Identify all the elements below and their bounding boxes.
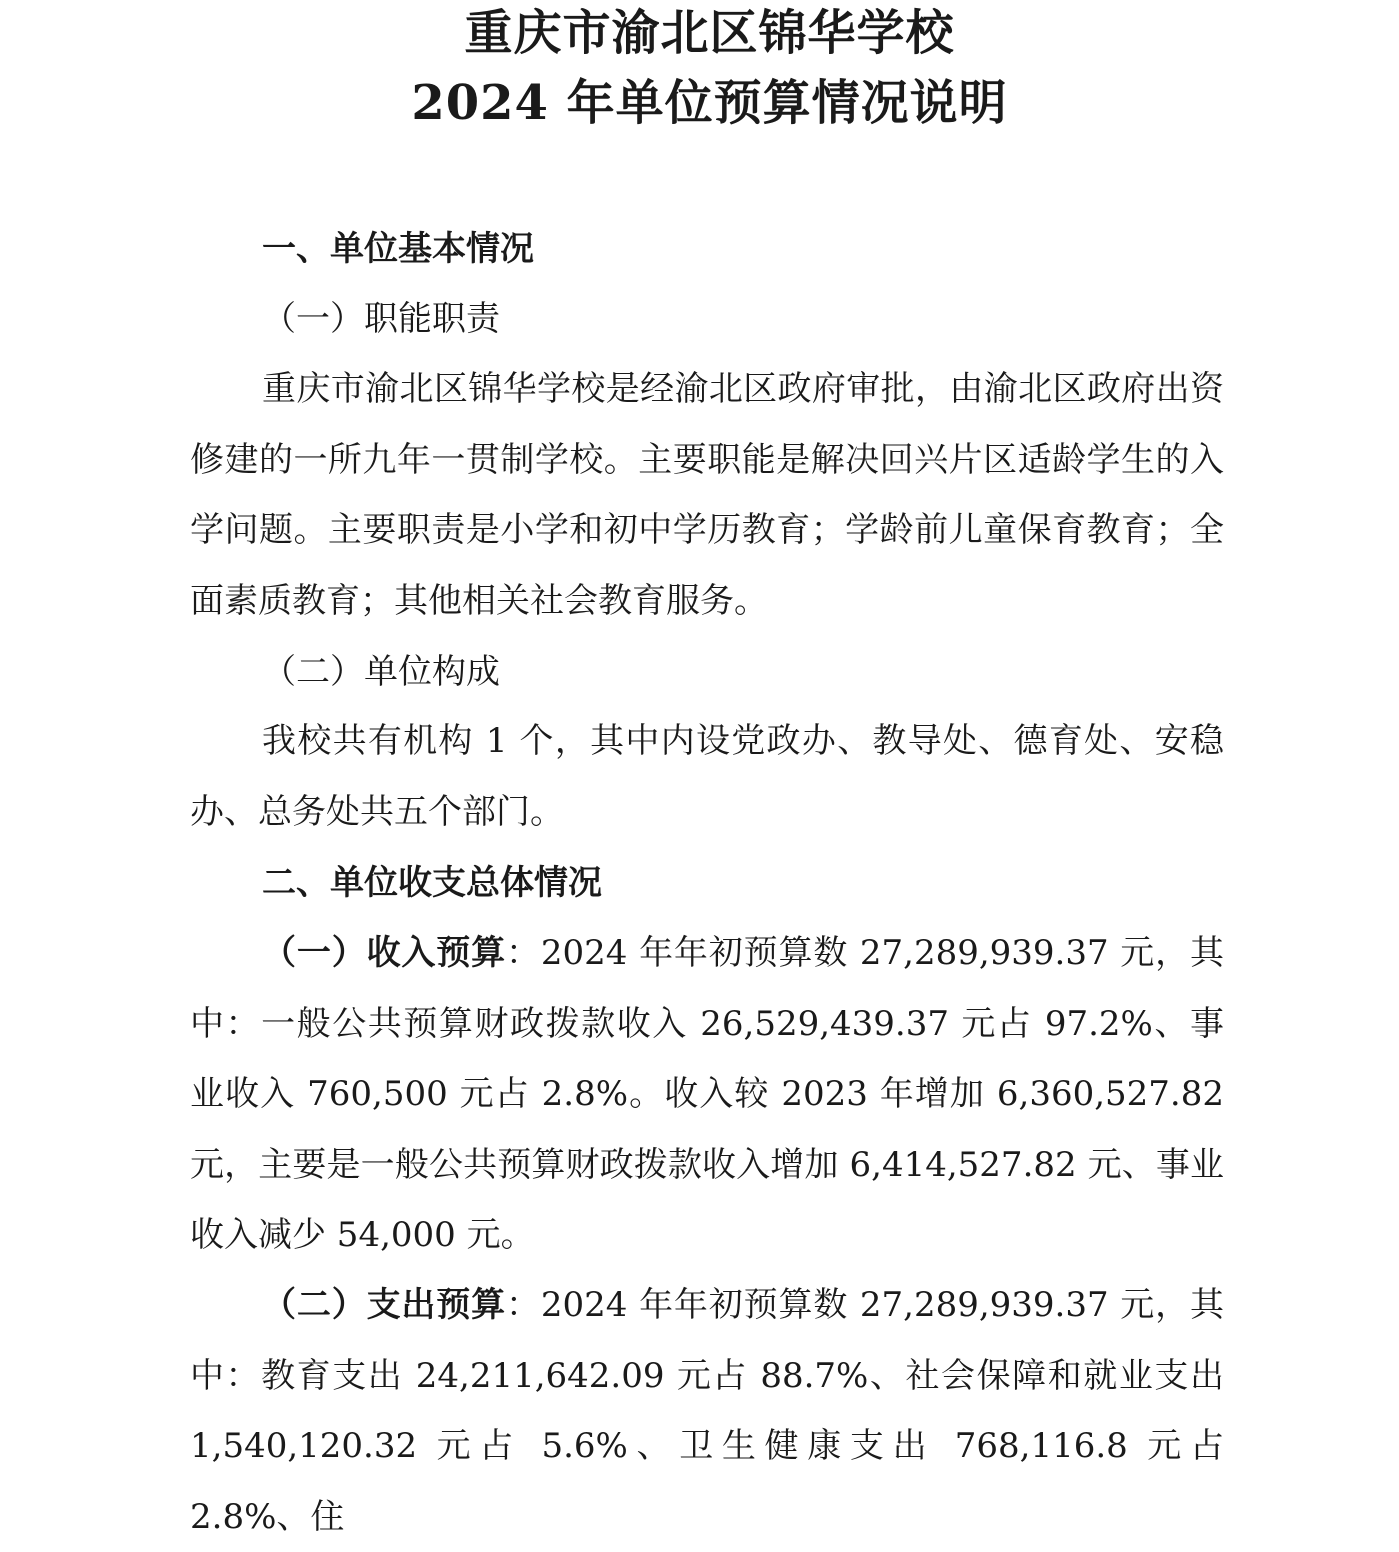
section1-sub2-body: 我校共有机构 1 个，其中内设党政办、教导处、德育处、安稳办、总务处共五个部门。: [190, 721, 1224, 832]
expenditure-lead: （二）支出预算: [262, 1285, 507, 1325]
income-lead: （一）收入预算: [262, 933, 507, 973]
section2-income-paragraph: [190, 918, 1224, 1271]
document-title-line1: 重庆市渝北区锦华学校: [464, 5, 955, 61]
section1-sub2-heading: （二）单位构成: [262, 652, 500, 692]
section1-heading: 一、单位基本情况: [262, 229, 534, 269]
expenditure-body: ：2024 年年初预算数 27,289,939.37 元，其中：教育支出 24,211,642.09 元占 88.7%、社会保障和就业支出 1,540,120.32 元占 5.6%、卫生健康支出 768,116.8 元占 2.8%、住: [190, 1285, 1224, 1537]
section1-sub1-heading: （一）职能职责: [262, 299, 500, 339]
section1-sub1-body: 重庆市渝北区锦华学校是经渝北区政府审批，由渝北区政府出资修建的一所九年一贯制学校。主要职能是解决回兴片区适龄学生的入学问题。主要职责是小学和初中学历教育；学龄前儿童保育教育；全面素质教育；其他相关社会教育服务。: [190, 369, 1224, 621]
document-title-line2: 2024 年单位预算情况说明: [411, 75, 1008, 131]
section2-heading: 二、单位收支总体情况: [262, 863, 602, 903]
income-body: ：2024 年年初预算数 27,289,939.37 元，其中：一般公共预算财政拨款收入 26,529,439.37 元占 97.2%、事业收入 760,500 元占 2.8%。收入较 2023 年增加 6,360,527.82 元，主要是一般公共预算财政拨款收入增加 6,414,527.82 元、事业收入减少 54,000 元。: [190, 933, 1224, 1255]
section2-expenditure-paragraph: [190, 1270, 1224, 1552]
